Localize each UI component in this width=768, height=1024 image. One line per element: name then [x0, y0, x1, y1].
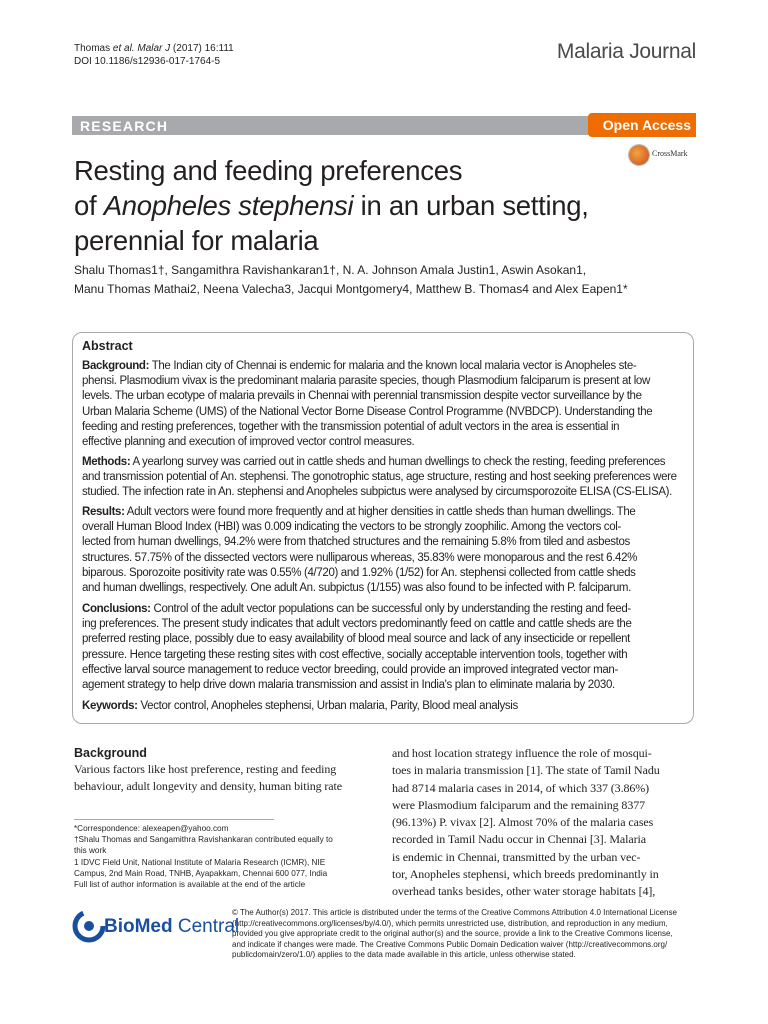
footnotes: [74, 823, 354, 890]
biomed-central-logo-icon: [72, 908, 106, 944]
body-left-column: [74, 745, 364, 795]
license-line-link[interactable]: and indicate if changes were made. The Creative Commons Public Domain Dedication waiver (http://creativecommons.org/: [232, 939, 668, 949]
abstract-line: feeding and resting preferences, together with the transmission potential of adult vectors in the area is essential in: [82, 420, 620, 433]
journal-name: Malaria Journal: [556, 40, 696, 63]
background-label: Background:: [82, 360, 150, 372]
authors-line-2: Manu Thomas Mathai2, Neena Valecha3, Jacqui Montgomery4, Matthew B. Thomas4 and Alex Eapen1*: [74, 282, 628, 296]
background-heading: Background: [74, 746, 147, 760]
abstract-line: lected from human dwellings, 94.2% were from thatched structures and the remaining 5.8% from tiled and asbestos: [82, 536, 630, 549]
abstract-line: levels. The urban ecotype of malaria prevails in Chennai with perennial transmission despite vector surveillance by the: [82, 390, 642, 403]
body-line: Various factors like host preference, resting and feeding: [74, 762, 337, 776]
body-line: recorded in Tamil Nadu occur in Chennai [3]. Malaria: [392, 832, 646, 847]
article-title: [74, 153, 634, 258]
body-line: overhead tanks besides, other water storage habitats [4],: [392, 884, 656, 899]
abstract-conclusions: [82, 602, 688, 693]
citation-authors: Thomas: [74, 43, 113, 54]
citation-journal-abbrev: et al. Malar J: [112, 43, 171, 54]
footnote-line: 1 IDVC Field Unit, National Institute of Malaria Research (ICMR), NIE: [74, 857, 326, 867]
abstract-line: effective larval source management to reduce vector breeding, could provide an improved integrated vector man-: [82, 663, 618, 676]
body-line: had 8714 malaria cases in 2014, of which 337 (3.86%): [392, 780, 650, 795]
abstract-line: biparous. Sporozoite positivity rate was 0.55% (4/720) and 1.92% (1/52) for An. stephensi collected from cattle sheds: [82, 566, 636, 579]
body-right-column: [392, 745, 696, 901]
abstract-line: preferred resting place, possibly due to easy availability of blood meal source and lack of any insecticide or repellent: [82, 633, 631, 646]
footnote-line: †Shalu Thomas and Sangamithra Ravishankaran contributed equally to: [74, 835, 333, 845]
abstract-background: [82, 359, 688, 450]
title-line-2-a: of: [74, 190, 104, 221]
license-line: © The Author(s) 2017. This article is distributed under the terms of the Creative Commons Attribution 4.0 International License: [232, 908, 677, 917]
citation-doi[interactable]: DOI 10.1186/s12936-017-1764-5: [74, 56, 221, 67]
abstract-line: and human dwellings, respectively. One adult An. subpictus (1/155) was also found to be infected with P. falciparum.: [82, 582, 632, 595]
abstract-line: studied. The infection rate in An. stephensi and Anopheles subpictus were analysed by circumsporozoite ELISA (CS-ELISA).: [82, 486, 673, 499]
open-access-label: Open Access: [602, 117, 691, 133]
body-line: is endemic in Chennai, transmitted by the urban vec-: [392, 849, 641, 864]
results-label: Results:: [82, 506, 125, 518]
license-text: [232, 908, 702, 961]
citation-header: [74, 42, 234, 68]
abstract-line: effective planning and execution of improved vector control measures.: [82, 436, 415, 449]
abstract-methods: [82, 455, 688, 501]
license-line-link[interactable]: (http://creativecommons.org/licenses/by/4.0/), which permits unrestricted use, distribution, and reproduction in any medium,: [232, 918, 668, 928]
abstract-line: and transmission potential of An. stephensi. The gonotrophic status, age structure, resting and host seeking preferences were: [82, 471, 677, 484]
title-line-2-b: in an urban setting,: [353, 190, 589, 221]
correspondence-email[interactable]: *Correspondence: alexeapen@yahoo.com: [74, 824, 229, 833]
abstract-line: pressure. Hence targeting these resting sites with cost effective, socially acceptable intervention tools, together with: [82, 648, 628, 661]
title-line-3: perennial for malaria: [74, 225, 319, 256]
license-line-link[interactable]: publicdomain/zero/1.0/) applies to the data made available in this article, unless otherwise stated.: [232, 950, 576, 960]
keywords-text: Vector control, Anopheles stephensi, Urban malaria, Parity, Blood meal analysis: [137, 700, 518, 712]
footnote-line: Full list of author information is available at the end of the article: [74, 880, 306, 890]
footnote-divider: [74, 819, 274, 820]
abstract-line: The Indian city of Chennai is endemic for malaria and the known local malaria vector is Anopheles ste-: [149, 360, 637, 372]
abstract-line: Urban Malaria Scheme (UMS) of the National Vector Borne Disease Control Programme (NVBDCP). Understanding the: [82, 405, 653, 418]
logo-normal: Central: [172, 916, 240, 937]
footnote-line: this work: [74, 846, 107, 856]
body-line: and host location strategy influence the role of mosqui-: [392, 746, 652, 760]
body-line: were Plasmodium falciparum and the remaining 8377: [392, 797, 646, 812]
abstract-line: agement strategy to help drive down malaria transmission and assist in India's plan to eliminate malaria by 2030.: [82, 679, 615, 692]
authors-line-1: Shalu Thomas1†, Sangamithra Ravishankaran1†, N. A. Johnson Amala Justin1, Aswin Asokan1,: [74, 263, 587, 277]
abstract-line: Adult vectors were found more frequently and at higher densities in cattle sheds than human dwellings. The: [124, 506, 636, 518]
logo-bold: BioMed: [104, 916, 173, 937]
methods-label: Methods:: [82, 456, 131, 468]
title-line-2: [74, 188, 634, 223]
abstract-heading: Abstract: [82, 339, 133, 353]
abstract-keywords: [82, 699, 688, 714]
conclusions-label: Conclusions:: [82, 603, 151, 615]
footnote-line: Campus, 2nd Main Road, TNHB, Ayapakkam, Chennai 600 077, India: [74, 868, 328, 878]
abstract-line: ing preferences. The present study indicates that adult vectors predominantly feed on cattle and cattle sheds are the: [82, 618, 632, 631]
title-species: Anopheles stephensi: [103, 190, 354, 221]
background-text: [74, 761, 364, 795]
abstract-line: overall Human Blood Index (HBI) was 0.009 indicating the vectors to be strongly zoophilic. Among the vectors col-: [82, 521, 621, 534]
body-line: (96.13%) P. vivax [2]. Almost 70% of the malaria cases: [392, 815, 654, 830]
citation-volume: (2017) 16:111: [170, 43, 234, 54]
keywords-label: Keywords:: [82, 700, 138, 712]
title-line-1: Resting and feeding preferences: [74, 155, 463, 186]
abstract-results: [82, 505, 688, 596]
section-label: RESEARCH: [80, 118, 169, 134]
body-line: tor, Anopheles stephensi, which breeds predominantly in: [392, 867, 659, 882]
body-line: behaviour, adult longevity and density, human biting rate: [74, 779, 342, 793]
body-line: toes in malaria transmission [1]. The state of Tamil Nadu: [392, 763, 660, 778]
abstract-line: Control of the adult vector populations can be successful only by understanding the resting and feed-: [150, 603, 631, 615]
citation-line-1: [74, 42, 234, 55]
author-list: [74, 261, 704, 299]
abstract-line: phensi. Plasmodium vivax is the predominant malaria parasite species, though Plasmodium falciparum is present at low: [82, 375, 650, 388]
license-line: provided you give appropriate credit to the original author(s) and the source, provide a link to the Creative Commons license,: [232, 929, 673, 939]
abstract-line: structures. 57.75% of the dissected vectors were nulliparous whereas, 35.83% were monoparous and the rest 6.42%: [82, 551, 638, 564]
abstract-line: A yearlong survey was carried out in cattle sheds and human dwellings to check the resting, feeding preferences: [130, 456, 666, 468]
biomed-central-logo: [104, 916, 239, 938]
crossmark-label[interactable]: CrossMark: [652, 149, 688, 158]
